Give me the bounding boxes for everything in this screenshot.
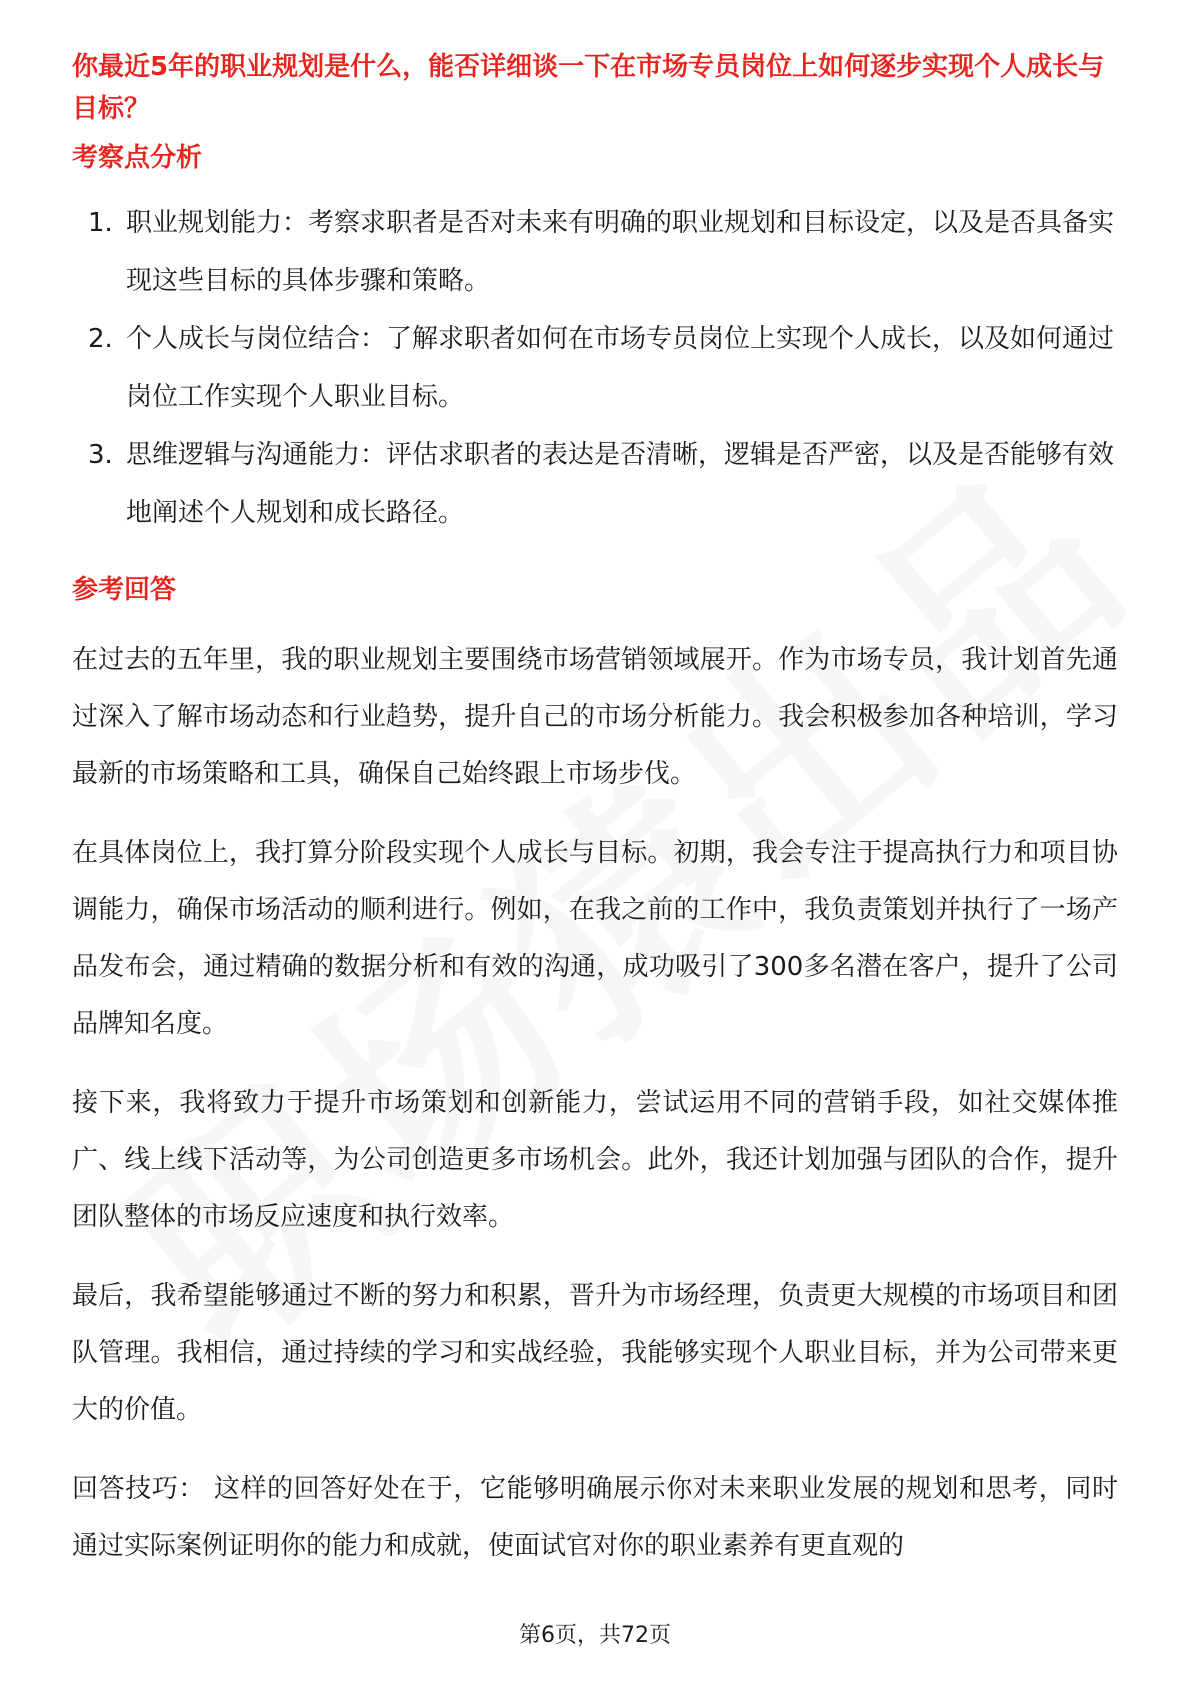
- answer-paragraph: 最后，我希望能够通过不断的努力和积累，晋升为市场经理，负责更大规模的市场项目和团队管理。我相信，通过持续的学习和实战经验，我能够实现个人职业目标，并为公司带来更大的价值。: [72, 1281, 1118, 1425]
- analysis-item: [72, 194, 1118, 310]
- analysis-item-text: 职业规划能力：考察求职者是否对未来有明确的职业规划和目标设定，以及是否具备实现这些目标的具体步骤和策略。: [126, 208, 1115, 296]
- analysis-section-title: 考察点分析: [72, 143, 203, 173]
- analysis-item-text: 个人成长与岗位结合：了解求职者如何在市场专员岗位上实现个人成长，以及如何通过岗位工作实现个人职业目标。: [126, 324, 1115, 412]
- analysis-item: [72, 310, 1118, 426]
- page-number: 第6页，共72页: [519, 1623, 671, 1648]
- question-heading: 你最近5年的职业规划是什么，能否详细谈一下在市场专员岗位上如何逐步实现个人成长与目标？: [72, 52, 1105, 124]
- answer-paragraph: 接下来，我将致力于提升市场策划和创新能力，尝试运用不同的营销手段，如社交媒体推广、线上线下活动等，为公司创造更多市场机会。此外，我还计划加强与团队的合作，提升团队整体的市场反应速度和执行效率。: [72, 1088, 1118, 1232]
- analysis-list: [72, 194, 1118, 542]
- document-page: [72, 46, 1118, 1575]
- analysis-item-text: 思维逻辑与沟通能力：评估求职者的表达是否清晰，逻辑是否严密，以及是否能够有效地阐述个人规划和成长路径。: [126, 440, 1115, 528]
- list-number: 1.: [88, 208, 113, 238]
- answer-tip-paragraph: 回答技巧： 这样的回答好处在于，它能够明确展示你对未来职业发展的规划和思考，同时通过实际案例证明你的能力和成就，使面试官对你的职业素养有更直观的: [72, 1474, 1118, 1561]
- list-number: 2.: [88, 324, 113, 354]
- answer-paragraph: 在具体岗位上，我打算分阶段实现个人成长与目标。初期，我会专注于提高执行力和项目协调能力，确保市场活动的顺利进行。例如，在我之前的工作中，我负责策划并执行了一场产品发布会，通过精确的数据分析和有效的沟通，成功吸引了300多名潜在客户，提升了公司品牌知名度。: [72, 838, 1118, 1039]
- answer-paragraph: 在过去的五年里，我的职业规划主要围绕市场营销领域展开。作为市场专员，我计划首先通过深入了解市场动态和行业趋势，提升自己的市场分析能力。我会积极参加各种培训，学习最新的市场策略和工具，确保自己始终跟上市场步伐。: [72, 645, 1118, 789]
- analysis-item: [72, 426, 1118, 542]
- answer-section-title: 参考回答: [72, 575, 177, 605]
- list-number: 3.: [88, 440, 113, 470]
